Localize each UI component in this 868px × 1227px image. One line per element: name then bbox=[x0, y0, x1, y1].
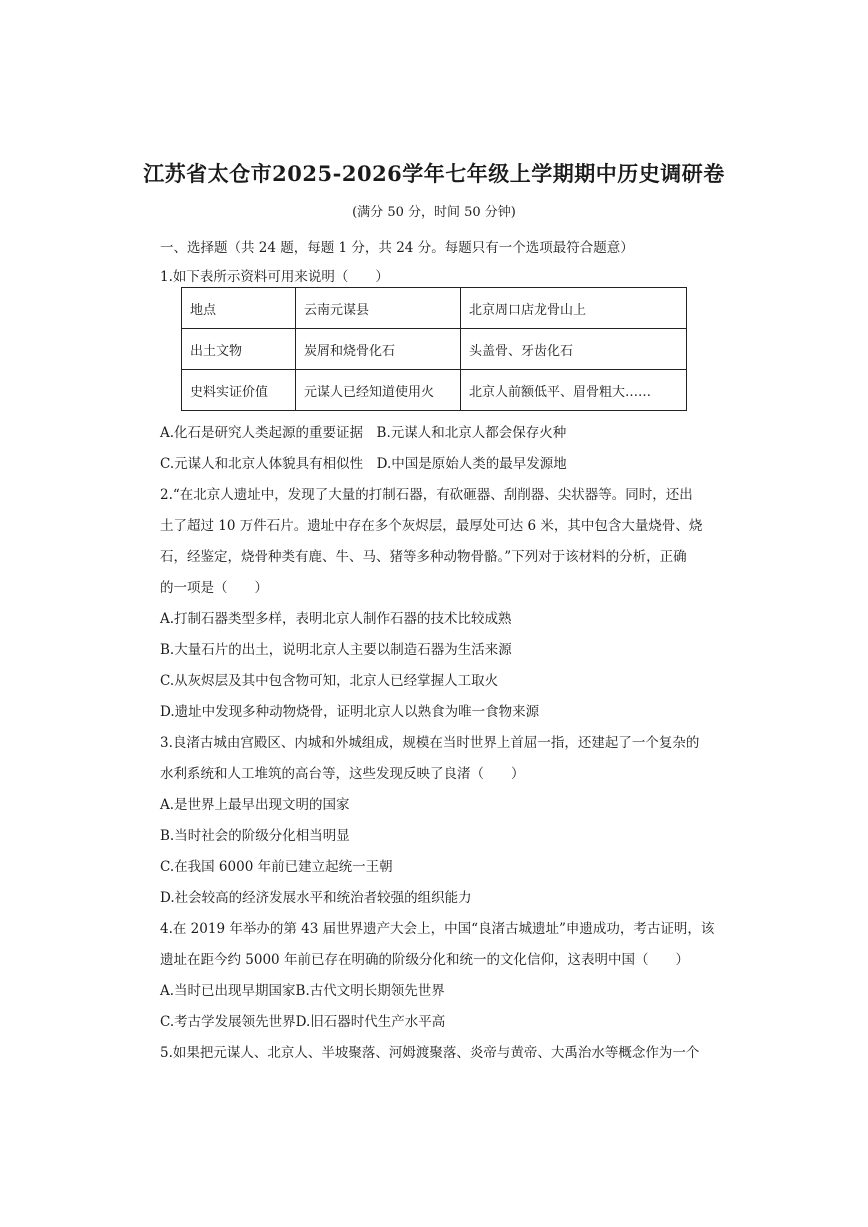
q5-stem-line: 5.如果把元谋人、北京人、半坡聚落、河姆渡聚落、炎帝与黄帝、大禹治水等概念作为一个 bbox=[160, 1045, 700, 1061]
table-cell: 北京人前额低平、眉骨粗大…… bbox=[461, 370, 687, 411]
q2-option-b: B.大量石片的出土，说明北京人主要以制造石器为生活来源 bbox=[160, 642, 512, 658]
table-row bbox=[182, 288, 687, 329]
table-cell: 头盖骨、牙齿化石 bbox=[461, 329, 687, 370]
exam-title: 江苏省太仓市2025-2026学年七年级上学期期中历史调研卷 bbox=[143, 161, 725, 186]
q2-option-d: D.遗址中发现多种动物烧骨，证明北京人以熟食为唯一食物来源 bbox=[160, 704, 540, 720]
table-cell: 北京周口店龙骨山上 bbox=[461, 288, 687, 329]
q2-stem-line: 2.“在北京人遗址中，发现了大量的打制石器，有砍砸器、刮削器、尖状器等。同时，还出 bbox=[160, 487, 693, 503]
table-cell: 云南元谋县 bbox=[296, 288, 461, 329]
q3-option-d: D.社会较高的经济发展水平和统治者较强的组织能力 bbox=[160, 890, 472, 906]
q2-option-c: C.从灰烬层及其中包含物可知，北京人已经掌握人工取火 bbox=[160, 673, 499, 689]
q3-stem-line: 水利系统和人工堆筑的高台等，这些发现反映了良渚（ ） bbox=[160, 766, 525, 782]
q2-stem-line: 石，经鉴定，烧骨种类有鹿、牛、马、猪等多种动物骨骼。”下列对于该材料的分析，正确 bbox=[160, 549, 687, 565]
q2-option-a: A.打制石器类型多样，表明北京人制作石器的技术比较成熟 bbox=[160, 611, 512, 627]
q1-stem: 1.如下表所示资料可用来说明（ ） bbox=[160, 269, 389, 285]
q4-stem-line: 4.在 2019 年举办的第 43 届世界遗产大会上，中国“良渚古城遗址”申遗成功，考古证明，该 bbox=[160, 921, 715, 937]
q1-table bbox=[181, 287, 687, 411]
exam-subtitle: (满分 50 分，时间 50 分钟) bbox=[352, 205, 516, 220]
table-cell: 出土文物 bbox=[182, 329, 296, 370]
q2-stem-line: 的一项是（ ） bbox=[160, 580, 268, 596]
q4-stem-line: 遗址在距今约 5000 年前已存在明确的阶级分化和统一的文化信仰，这表明中国（ ） bbox=[160, 952, 689, 968]
q3-option-a: A.是世界上最早出现文明的国家 bbox=[160, 797, 350, 813]
q3-option-b: B.当时社会的阶级分化相当明显 bbox=[160, 828, 350, 844]
table-row bbox=[182, 329, 687, 370]
table-cell: 史料实证价值 bbox=[182, 370, 296, 411]
table-row bbox=[182, 370, 687, 411]
q4-options-cd: C.考古学发展领先世界D.旧石器时代生产水平高 bbox=[160, 1014, 446, 1030]
q4-options-ab: A.当时已出现早期国家B.古代文明长期领先世界 bbox=[160, 983, 445, 999]
q3-stem-line: 3.良渚古城由宫殿区、内城和外城组成，规模在当时世界上首屈一指，还建起了一个复杂的 bbox=[160, 735, 700, 751]
q3-option-c: C.在我国 6000 年前已建立起统一王朝 bbox=[160, 859, 393, 875]
table-cell: 元谋人已经知道使用火 bbox=[296, 370, 461, 411]
q1-options-ab: A.化石是研究人类起源的重要证据 B.元谋人和北京人都会保存火种 bbox=[160, 425, 567, 441]
q1-options-cd: C.元谋人和北京人体貌具有相似性 D.中国是原始人类的最早发源地 bbox=[160, 456, 567, 472]
q2-stem-line: 土了超过 10 万件石片。遗址中存在多个灰烬层，最厚处可达 6 米，其中包含大量烧骨、烧 bbox=[160, 518, 703, 534]
table-cell: 炭屑和烧骨化石 bbox=[296, 329, 461, 370]
table-cell: 地点 bbox=[182, 288, 296, 329]
section-heading: 一、选择题（共 24 题，每题 1 分，共 24 分。每题只有一个选项最符合题意） bbox=[160, 240, 634, 256]
